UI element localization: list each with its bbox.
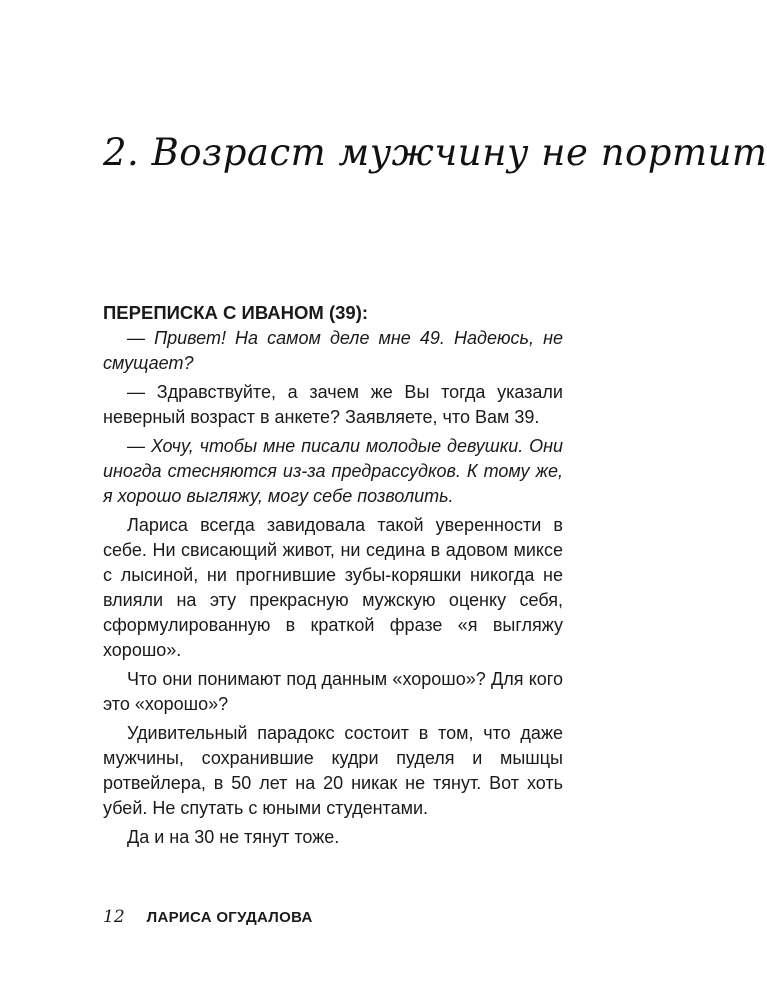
page-footer	[103, 907, 313, 927]
page-number: 12	[103, 907, 125, 927]
paragraph: Да и на 30 не тянут тоже.	[127, 827, 340, 847]
body-text	[103, 300, 563, 854]
running-head-author: ЛАРИСА ОГУДАЛОВА	[146, 909, 313, 926]
paragraph: — Хочу, чтобы мне писали молодые девушки. Они иногда стесняются из-за предрассудков. К тому же, я хорошо выгляжу, могу себе позволить.	[103, 436, 563, 506]
paragraph: Что они понимают под данным «хорошо»? Для кого это «хорошо»?	[103, 669, 563, 714]
paragraph: Лариса всегда завидовала такой уверенности в себе. Ни свисающий живот, ни седина в адовом миксе с лысиной, ни прогнившие зубы-коряшки никогда не влияли на эту прекрасную мужскую оценку себя, сформулированную в краткой фразе «я выгляжу хорошо».	[103, 515, 563, 660]
chapter-title: 2. Возраст мужчину не портит	[103, 131, 767, 174]
paragraph: — Здравствуйте, а зачем же Вы тогда указали неверный возраст в анкете? Заявляете, что Вам 39.	[103, 382, 563, 427]
section-heading: ПЕРЕПИСКА С ИВАНОМ (39):	[103, 302, 369, 323]
paragraph: Удивительный парадокс состоит в том, что даже мужчины, сохранившие кудри пуделя и мышцы ротвейлера, в 50 лет на 20 никак не тянут. Вот хоть убей. Не спутать с юными студентами.	[103, 723, 563, 818]
paragraph: — Привет! На самом деле мне 49. Надеюсь, не смущает?	[103, 328, 563, 373]
